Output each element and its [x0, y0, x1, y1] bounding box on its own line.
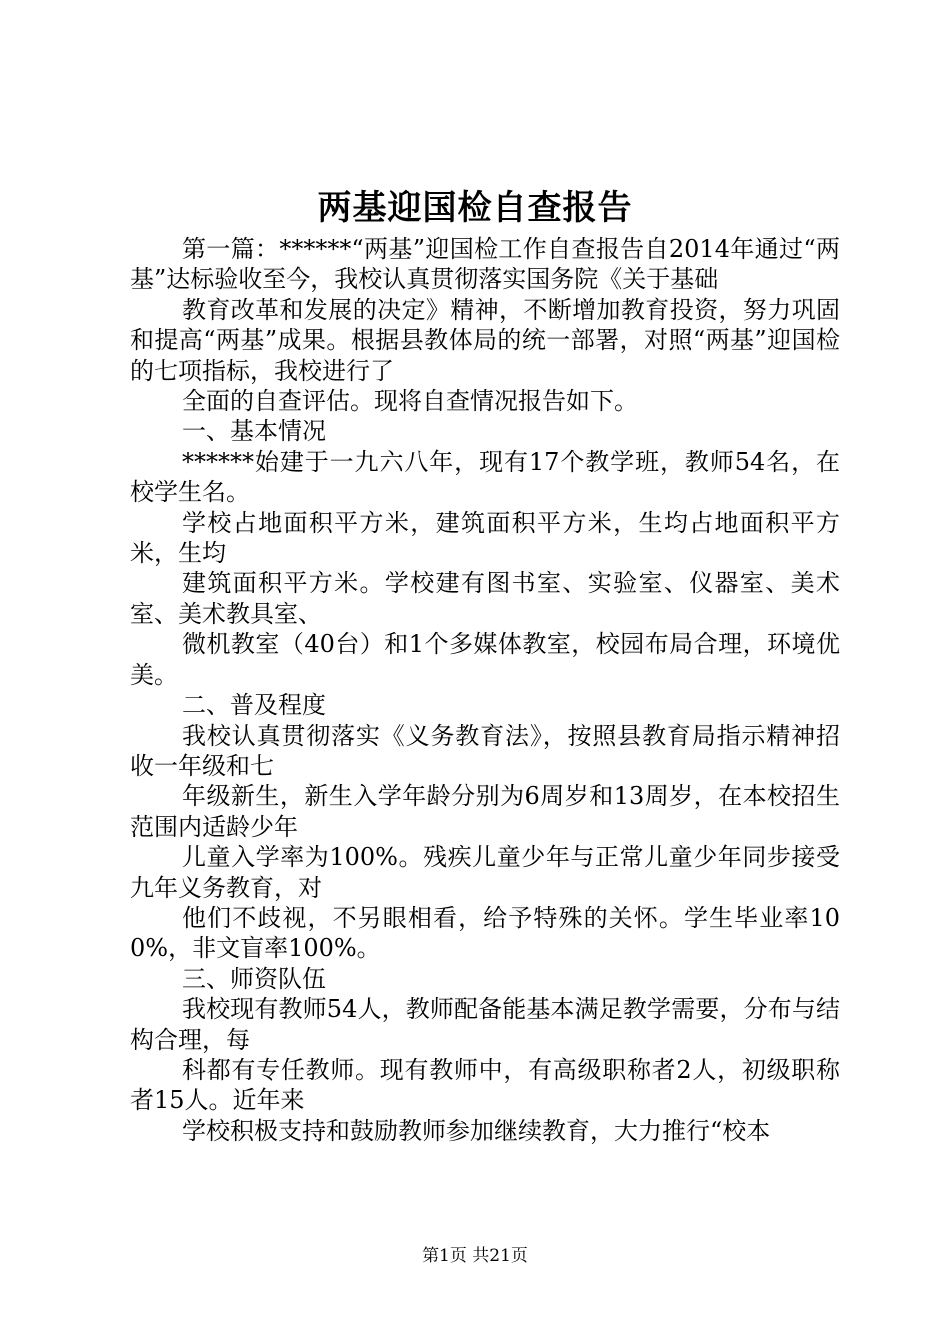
paragraph: 儿童入学率为100%。残疾儿童少年与正常儿童少年同步接受九年义务教育，对 [130, 843, 840, 902]
section-heading: 二、普及程度 [182, 691, 326, 720]
page-number-footer: 第1页 共21页 [422, 1246, 528, 1266]
document-title: 两基迎国检自查报告 [317, 188, 633, 228]
paragraph: 学校积极支持和鼓励教师参加继续教育，大力推行“校本 [182, 1116, 771, 1145]
paragraph: 教育改革和发展的决定》精神，不断增加教育投资，努力巩固和提高“两基”成果。根据县教体局的统一部署，对照“两基”迎国检的七项指标，我校进行了 [130, 295, 840, 385]
paragraph: 学校占地面积平方米，建筑面积平方米，生均占地面积平方米，生均 [130, 508, 840, 568]
paragraph: 全面的自查评估。现将自查情况报告如下。 [182, 387, 638, 416]
paragraph: 年级新生，新生入学年龄分别为6周岁和13周岁，在本校招生范围内适龄少年 [130, 782, 840, 841]
paragraph: 我校认真贯彻落实《义务教育法》，按照县教育局指示精神招收一年级和七 [130, 721, 840, 780]
paragraph: 建筑面积平方米。学校建有图书室、实验室、仪器室、美术室、美术教具室、 [130, 569, 840, 628]
section-heading: 一、基本情况 [182, 417, 326, 446]
section-heading: 三、师资队伍 [182, 964, 326, 993]
paragraph: 他们不歧视，不另眼相看，给予特殊的关怀。学生毕业率100%，非文盲率100%。 [130, 903, 840, 963]
paragraph: 第一篇：******“两基”迎国检工作自查报告自2014年通过“两基”达标验收至今，我校认真贯彻落实国务院《关于基础 [130, 235, 840, 294]
document-body [130, 234, 840, 1146]
paragraph: 微机教室（40台）和1个多媒体教室，校园布局合理，环境优美。 [130, 630, 840, 689]
paragraph: ******始建于一九六八年，现有17个教学班，教师54名，在校学生名。 [130, 447, 840, 507]
paragraph: 科都有专任教师。现有教师中，有高级职称者2人，初级职称者15人。近年来 [130, 1055, 840, 1115]
paragraph: 我校现有教师54人，教师配备能基本满足教学需要，分布与结构合理，每 [130, 995, 840, 1054]
